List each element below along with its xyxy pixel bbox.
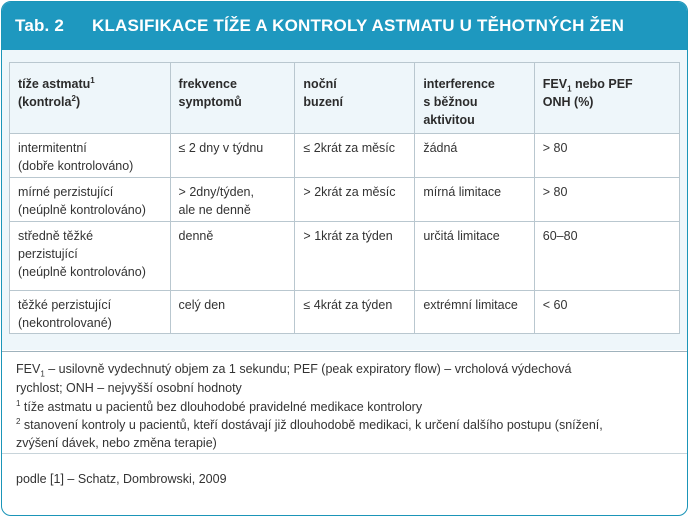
cell-fev1-pef: < 60 xyxy=(534,291,679,334)
footnote-fev1-continued: rychlost; ONH – nejvyšší osobní hodnoty xyxy=(16,381,242,395)
cell-activity-interference: extrémní limitace xyxy=(415,291,534,334)
column-header-symptom-frequency: frekvence symptomů xyxy=(170,63,295,134)
classification-table xyxy=(9,62,680,334)
cell-fev1-pef: > 80 xyxy=(534,134,679,178)
cell-night-awakening: ≤ 2krát za měsíc xyxy=(295,134,415,178)
table-row xyxy=(10,222,680,291)
column-header-fev1-pef: $FEV_1$ nebo PEF ONH (%) xyxy=(534,63,679,134)
table-row xyxy=(10,291,680,334)
footnotes xyxy=(2,351,687,352)
cell-fev1-pef: > 80 xyxy=(534,178,679,222)
cell-severity: mírné perzistující (neúplně kontrolováno) xyxy=(10,178,171,222)
table-row xyxy=(10,134,680,178)
cell-activity-interference: mírná limitace xyxy=(415,178,534,222)
cell-severity: intermitentní (dobře kontrolováno) xyxy=(10,134,171,178)
footnote-2: $^2$ stanovení kontroly u pacientů, kteří dostávají již dlouhodobě medikaci, k určení dalšího postupu (snížení, xyxy=(16,416,603,432)
table-area xyxy=(2,50,687,350)
column-header-night-awakening: noční buzení xyxy=(295,63,415,134)
cell-night-awakening: > 1krát za týden xyxy=(295,222,415,291)
cell-symptom-frequency: ≤ 2 dny v týdnu xyxy=(170,134,295,178)
cell-night-awakening: ≤ 4krát za týden xyxy=(295,291,415,334)
source-divider xyxy=(2,453,687,454)
column-header-severity: tíže astmatu$^1$ (kontrola$^2$) xyxy=(10,63,171,134)
cell-night-awakening: > 2krát za měsíc xyxy=(295,178,415,222)
title-bar xyxy=(2,2,687,50)
table-title: KLASIFIKACE TÍŽE A KONTROLY ASTMATU U TĚHOTNÝCH ŽEN xyxy=(92,16,625,35)
cell-symptom-frequency: celý den xyxy=(170,291,295,334)
cell-activity-interference: žádná xyxy=(415,134,534,178)
cell-symptom-frequency: denně xyxy=(170,222,295,291)
footnote-1: $^1$ tíže astmatu u pacientů bez dlouhodobé pravidelné medikace kontrolory xyxy=(16,398,423,414)
column-header-activity-interference: interference s běžnou aktivitou xyxy=(415,63,534,134)
table-row xyxy=(10,178,680,222)
source-citation: podle [1] – Schatz, Dombrowski, 2009 xyxy=(16,472,227,486)
header-row xyxy=(10,63,680,134)
cell-severity: těžké perzistující (nekontrolované) xyxy=(10,291,171,334)
table-frame xyxy=(1,1,688,516)
footnote-2-continued: zvýšení dávek, nebo změna terapie) xyxy=(16,436,217,450)
cell-activity-interference: určitá limitace xyxy=(415,222,534,291)
table-number: Tab. 2 xyxy=(15,16,65,35)
footnote-fev1: $FEV_1$ – usilovně vydechnutý objem za 1 sekundu; PEF (peak expiratory flow) – vrcholová výdechová xyxy=(16,362,572,379)
cell-severity: středně těžké perzistující (neúplně kontrolováno) xyxy=(10,222,171,291)
cell-symptom-frequency: > 2dny/týden, ale ne denně xyxy=(170,178,295,222)
cell-fev1-pef: 60–80 xyxy=(534,222,679,291)
